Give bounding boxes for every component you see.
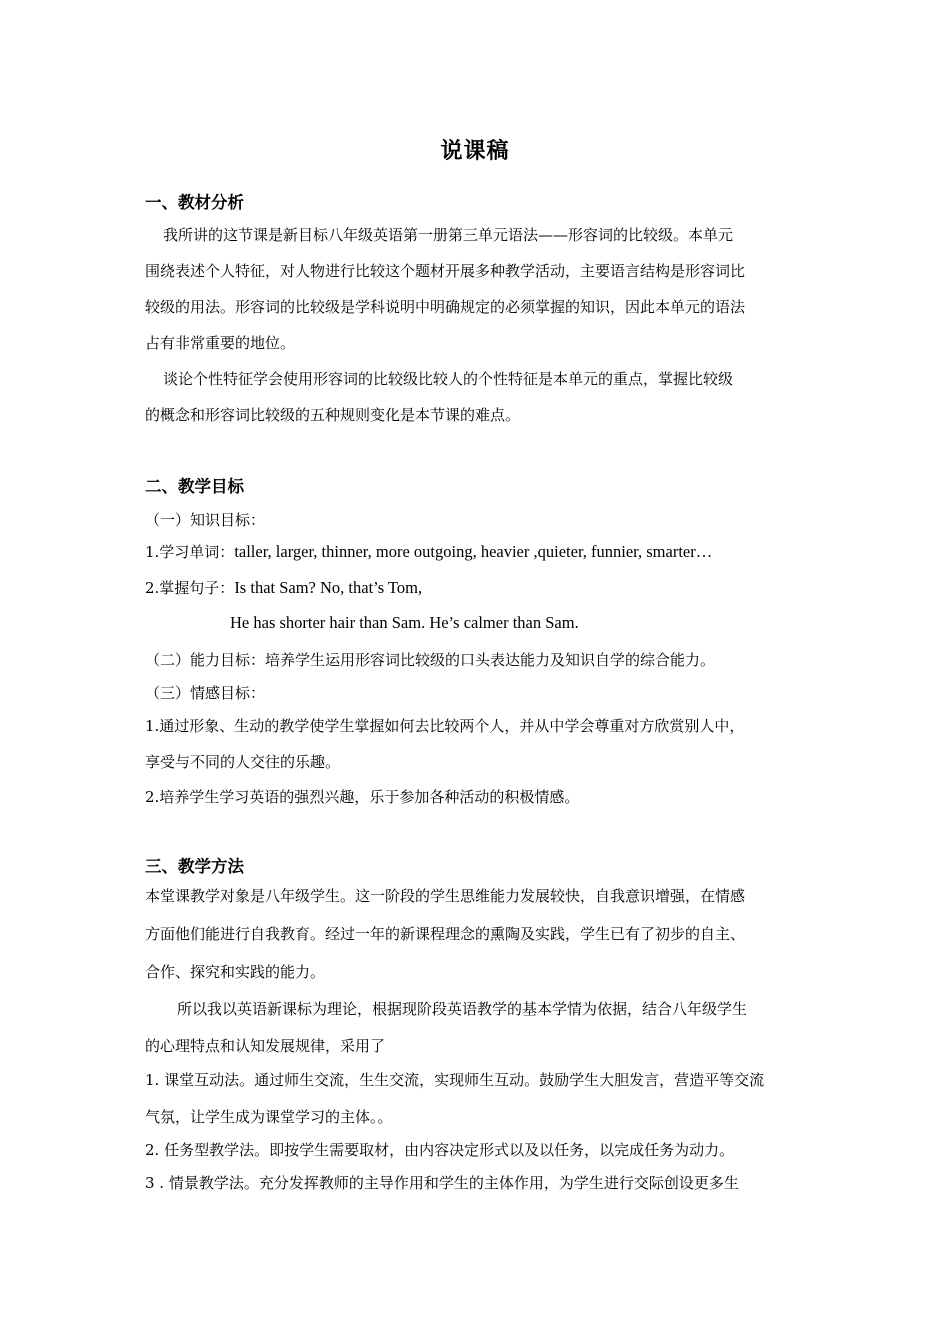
vocabulary-words: taller, larger, thinner, more outgoing, heavier ,quieter, funnier, smarter…	[234, 542, 713, 561]
section-heading-textbook-analysis: 一、教材分析	[145, 193, 244, 212]
paragraph-line: 占有非常重要的地位。	[145, 334, 296, 352]
paragraph-line: 谈论个性特征学会使用形容词的比较级比较人的个性特征是本单元的重点，掌握比较级	[163, 370, 734, 388]
subheading-knowledge-goals: （一）知识目标：	[145, 511, 266, 529]
emotion-goal-line: 1.通过形象、生动的教学使学生掌握如何去比较两个人，并从中学会尊重对方欣赏别人中，	[145, 717, 745, 735]
section-heading-teaching-methods: 三、教学方法	[145, 857, 244, 876]
paragraph-line: 的概念和形容词比较级的五种规则变化是本节课的难点。	[145, 406, 521, 424]
section-heading-teaching-goals: 二、教学目标	[145, 477, 244, 496]
item-prefix: 1.学习单词：	[145, 543, 235, 561]
subheading-emotion-goals: （三）情感目标：	[145, 684, 266, 702]
knowledge-item-sentences	[145, 578, 422, 598]
sentence-example: He has shorter hair than Sam. He’s calmer than Sam.	[230, 613, 579, 632]
knowledge-item-words	[145, 542, 712, 562]
paragraph-line: 围绕表述个人特征，对人物进行比较这个题材开展多种教学活动，主要语言结构是形容词比	[145, 262, 746, 280]
paragraph-line: 我所讲的这节课是新目标八年级英语第一册第三单元语法——形容词的比较级。本单元	[163, 226, 734, 244]
page-title: 说课稿	[440, 139, 510, 164]
method-item: 1. 课堂互动法。通过师生交流，生生交流，实现师生互动。鼓励学生大胆发言，营造平等交流	[145, 1071, 765, 1089]
paragraph-line: 较级的用法。形容词的比较级是学科说明中明确规定的必须掌握的知识，因此本单元的语法	[145, 298, 746, 316]
paragraph-line: 本堂课教学对象是八年级学生。这一阶段的学生思维能力发展较快，自我意识增强，在情感	[145, 887, 746, 905]
item-prefix: 2.掌握句子：	[145, 579, 235, 597]
method-item: 3 . 情景教学法。充分发挥教师的主导作用和学生的主体作用，为学生进行交际创设更多生	[145, 1174, 739, 1192]
paragraph-line: 方面他们能进行自我教育。经过一年的新课程理念的熏陶及实践，学生已有了初步的自主、	[145, 925, 746, 943]
method-item: 2. 任务型教学法。即按学生需要取材，由内容决定形式以及以任务，以完成任务为动力。	[145, 1141, 735, 1159]
sentence-example: Is that Sam? No, that’s Tom,	[234, 578, 423, 597]
paragraph-line: 所以我以英语新课标为理论，根据现阶段英语教学的基本学情为依据，结合八年级学生	[177, 1000, 748, 1018]
method-item: 气氛，让学生成为课堂学习的主体。。	[145, 1108, 393, 1126]
emotion-goal-line: 享受与不同的人交往的乐趣。	[145, 753, 341, 771]
emotion-goal-line: 2.培养学生学习英语的强烈兴趣，乐于参加各种活动的积极情感。	[145, 788, 580, 806]
paragraph-line: 的心理特点和认知发展规律，采用了	[145, 1037, 386, 1055]
paragraph-line: 合作、探究和实践的能力。	[145, 963, 326, 981]
subheading-ability-goals: （二）能力目标：培养学生运用形容词比较级的口头表达能力及知识自学的综合能力。	[145, 651, 716, 669]
